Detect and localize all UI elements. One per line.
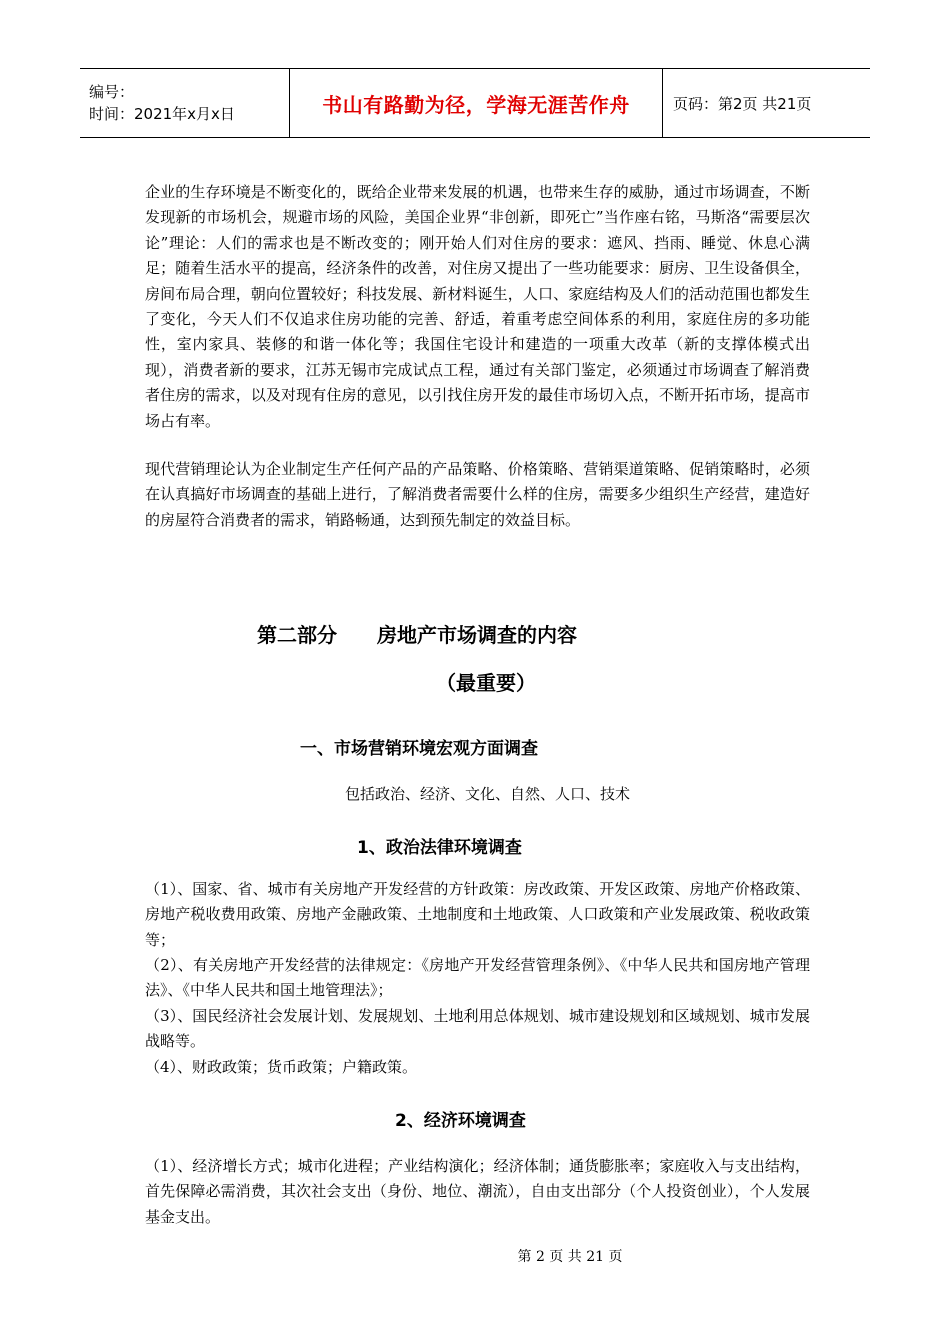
list-item: （1）、国家、省、城市有关房地产开发经营的方针政策：房改政策、开发区政策、房地产价格政策、房地产税收费用政策、房地产金融政策、土地制度和土地政策、人口政策和产业发展政策、税收政策等； (145, 880, 810, 949)
list-item: （4）、财政政策；货币政策；户籍政策。 (145, 1058, 418, 1076)
section-description: 包括政治、经济、文化、自然、人口、技术 (345, 785, 631, 803)
subsection-title-economic: 2、经济环境调查 (395, 1111, 526, 1131)
header-page-info (663, 69, 870, 137)
subsection-title-political-legal: 1、政治法律环境调查 (357, 838, 522, 858)
document-date: 时间：2021年x月x日 (89, 105, 235, 123)
page-footer: 第 2 页 共 21 页 (517, 1249, 623, 1265)
list-item: （2）、有关房地产开发经营的法律规定：《房地产开发经营管理条例》、《中华人民共和国房地产管理法》、《中华人民共和国土地管理法》； (145, 956, 810, 1000)
part-subtitle: （最重要） (436, 671, 536, 695)
part-title: 第二部分 房地产市场调查的内容 (257, 623, 577, 647)
document-number-label: 编号： (89, 83, 135, 101)
intro-paragraph-2: 现代营销理论认为企业制定生产任何产品的产品策略、价格策略、营销渠道策略、促销策略时，必须在认真搞好市场调查的基础上进行，了解消费者需要什么样的住房，需要多少组织生产经营，建造好的房屋符合消费者的需求，销路畅通，达到预先制定的效益目标。 (145, 460, 810, 529)
page-header (80, 68, 870, 138)
header-meta (80, 69, 289, 137)
page-info-text: 页码：第2页 共21页 (673, 94, 812, 113)
list-item: （1）、经济增长方式；城市化进程；产业结构演化；经济体制；通货膨胀率；家庭收入与支出结构，首先保障必需消费，其次社会支出（身份、地位、潮流），自由支出部分（个人投资创业），个人发展基金支出。 (145, 1157, 810, 1226)
motto-text: 书山有路勤为径，学海无涯苦作舟 (322, 92, 630, 117)
section-title-macro-survey: 一、市场营销环境宏观方面调查 (300, 739, 538, 759)
header-motto (289, 69, 663, 137)
list-item: （3）、国民经济社会发展计划、发展规划、土地利用总体规划、城市建设规划和区域规划、城市发展战略等。 (145, 1007, 810, 1051)
intro-paragraph-1: 企业的生存环境是不断变化的，既给企业带来发展的机遇，也带来生存的威胁，通过市场调查，不断发现新的市场机会，规避市场的风险，美国企业界“非创新，即死亡”当作座右铭，马斯洛“需要层次论”理论：人们的需求也是不断改变的；刚开始人们对住房的要求：遮风、挡雨、睡觉、休息心满足；随着生活水平的提高，经济条件的改善，对住房又提出了一些功能要求：厨房、卫生设备俱全，房间布局合理，朝向位置较好；科技发展、新材料诞生，人口、家庭结构及人们的活动范围也都发生了变化，今天人们不仅追求住房功能的完善、舒适，着重考虑空间体系的利用，家庭住房的多功能性，室内家具、装修的和谐一体化等；我国住宅设计和建造的一项重大改革（新的支撑体模式出现），消费者新的要求，江苏无锡市完成试点工程，通过有关部门鉴定，必须通过市场调查了解消费者住房的需求，以及对现有住房的意见，以引找住房开发的最佳市场切入点，不断开拓市场，提高市场占有率。 (145, 183, 810, 430)
